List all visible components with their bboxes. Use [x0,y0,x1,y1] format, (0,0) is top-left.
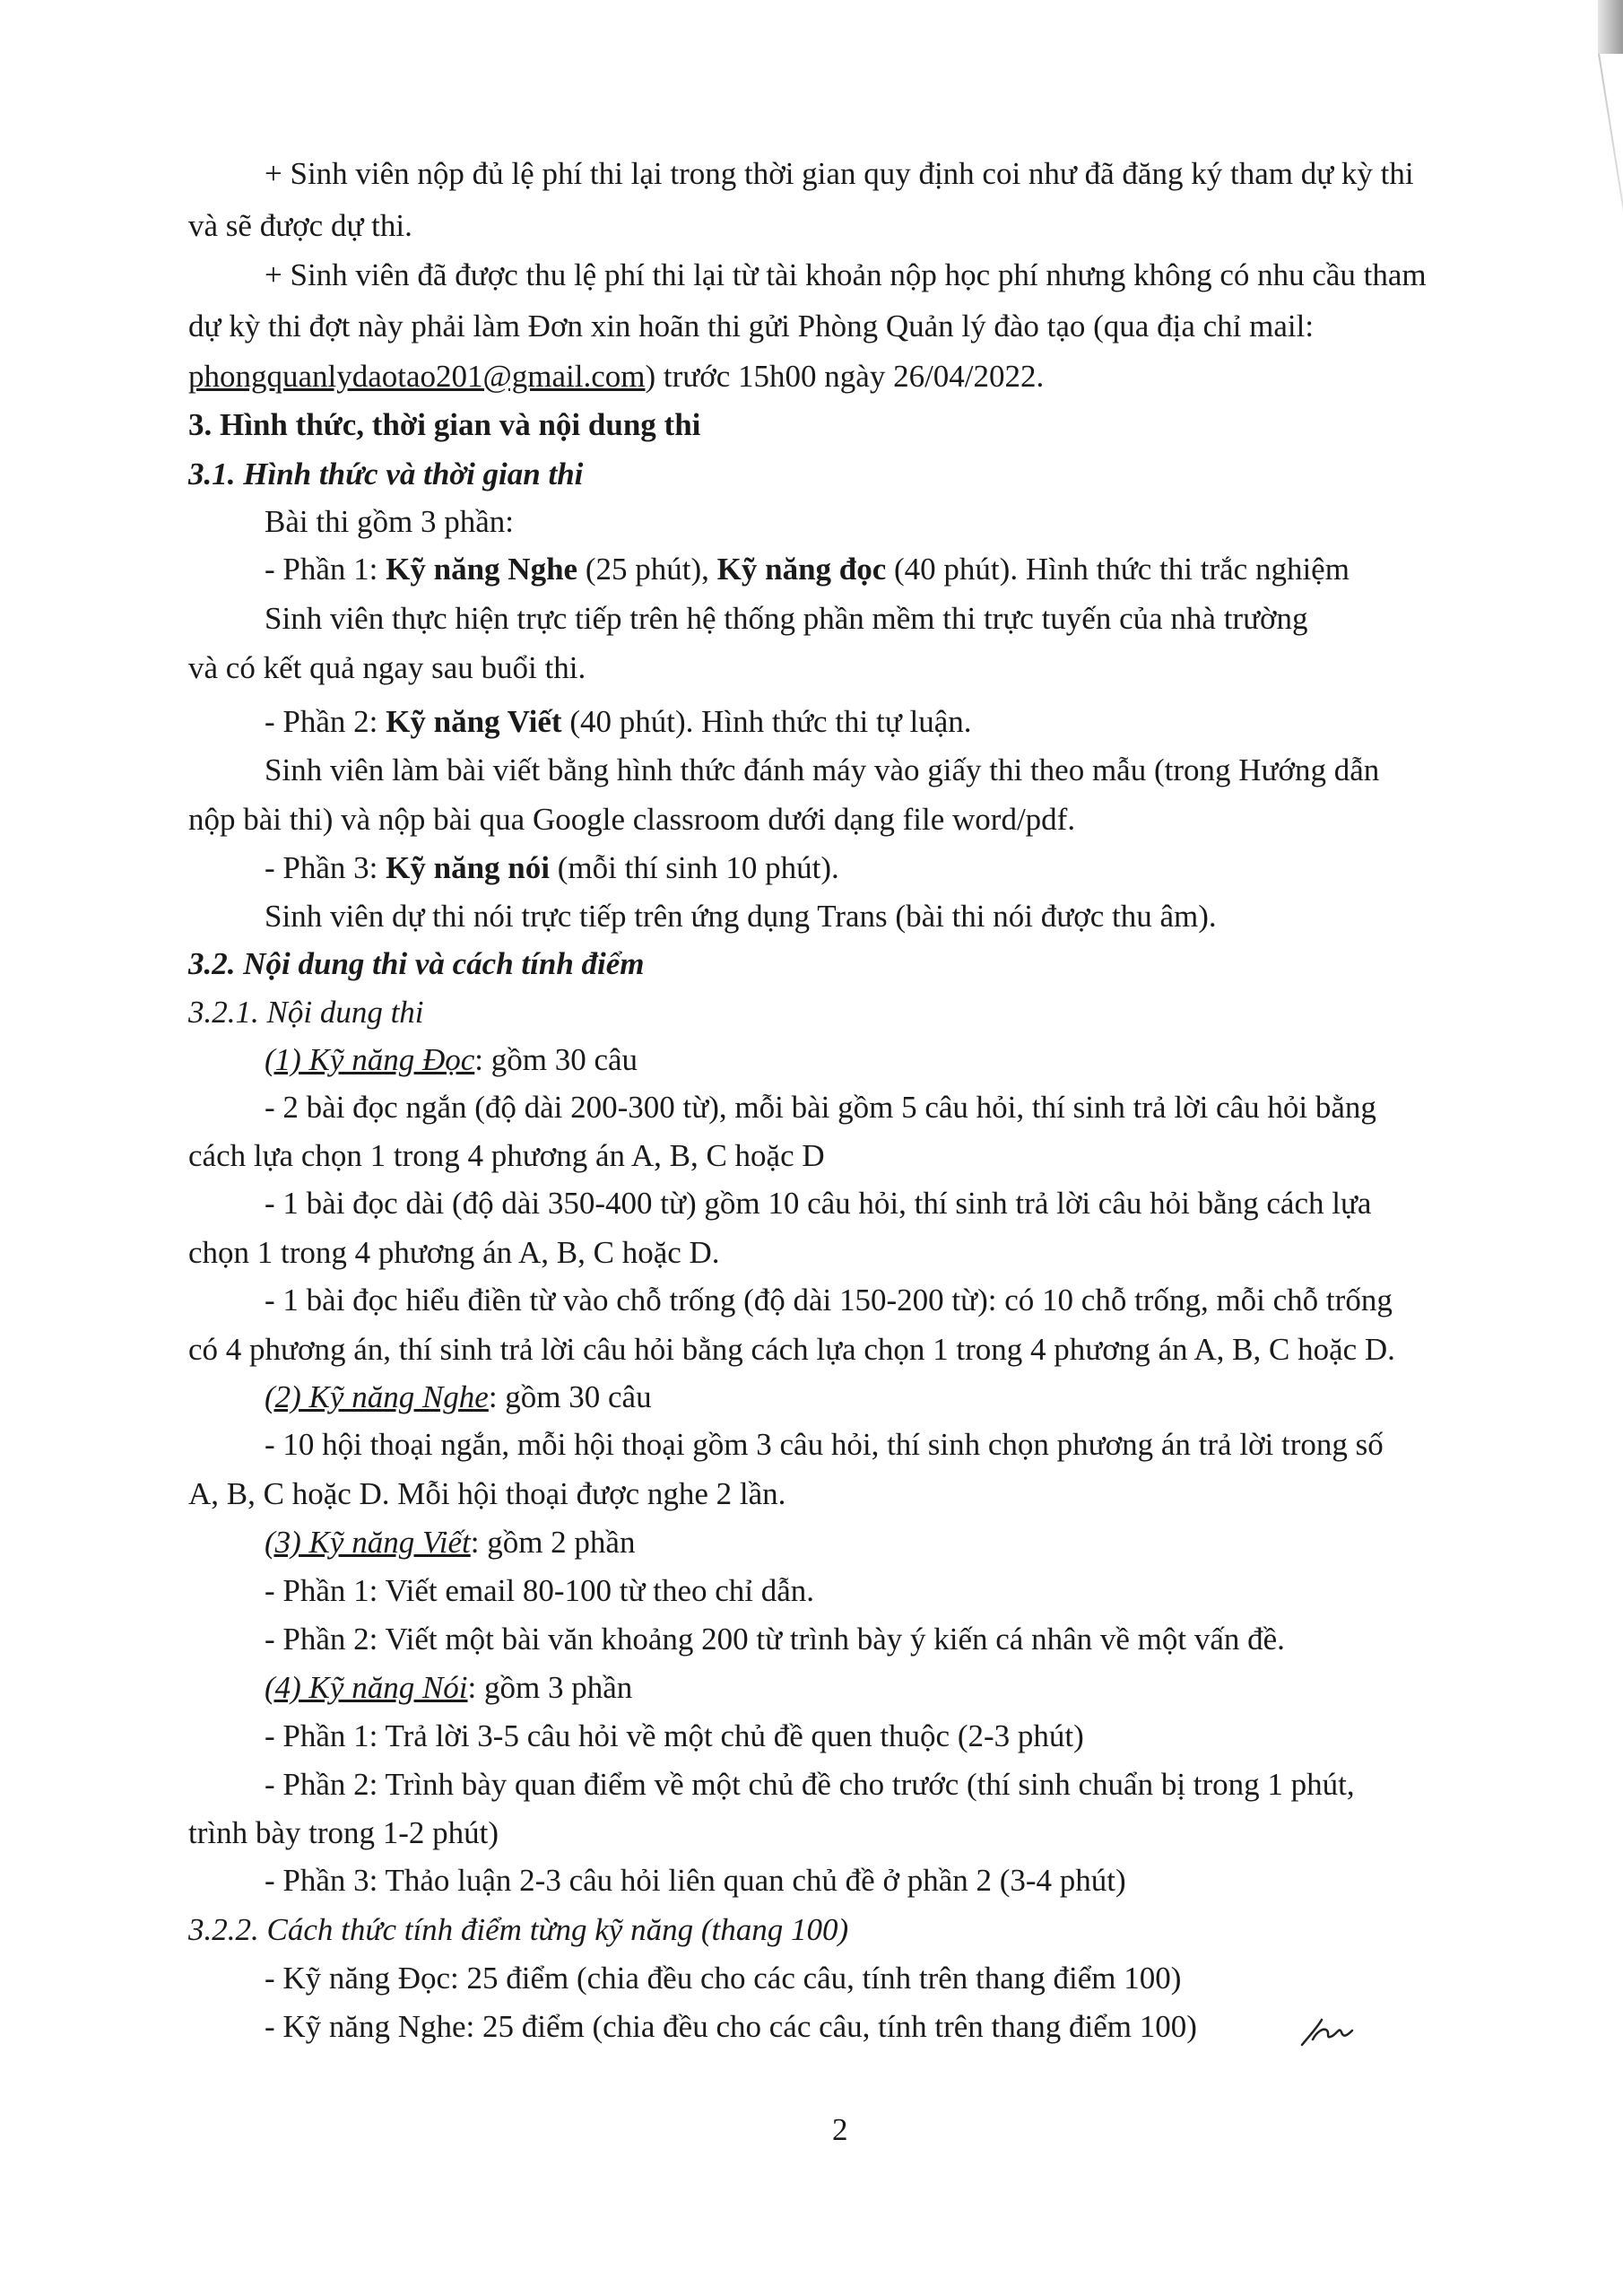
part-3-prefix: - Phần 3: [265,850,386,885]
part-2-prefix: - Phần 2: [265,704,386,739]
listening-item: - 10 hội thoại ngắn, mỗi hội thoại gồm 3 câu hỏi, thí sinh chọn phương án trả lời trong số [265,1427,1384,1462]
part-1-listening: Kỹ năng Nghe [386,552,578,587]
reading-item: chọn 1 trong 4 phương án A, B, C hoặc D. [188,1235,720,1270]
speaking-item: trình bày trong 1-2 phút) [188,1815,499,1850]
part-1-desc-line-1: Sinh viên thực hiện trực tiếp trên hệ thống phần mềm thi trực tuyến của nhà trường [265,601,1308,636]
exam-intro: Bài thi gồm 3 phần: [265,504,515,539]
scoring-item: - Kỹ năng Nghe: 25 điểm (chia đều cho các câu, tính trên thang điểm 100) [265,2009,1197,2044]
listening-count: : gồm 30 câu [488,1379,652,1414]
reading-item: cách lựa chọn 1 trong 4 phương án A, B, C hoặc D [188,1138,825,1173]
speaking-item: - Phần 3: Thảo luận 2-3 câu hỏi liên quan chủ đề ở phần 2 (3-4 phút) [265,1863,1126,1898]
part-3-tail: (mỗi thí sinh 10 phút). [550,850,839,885]
part-1-line [265,550,1350,589]
section-3-1-heading: 3.1. Hình thức và thời gian thi [188,457,584,491]
reading-item: - 2 bài đọc ngắn (độ dài 200-300 từ), mỗi bài gồm 5 câu hỏi, thí sinh trả lời câu hỏi bằng [265,1090,1376,1125]
writing-label: (3) Kỹ năng Viết [265,1525,471,1560]
fee-note-2-line-3 [188,357,1044,396]
reading-item: - 1 bài đọc hiểu điền từ vào chỗ trống (độ dài 150-200 từ): có 10 chỗ trống, mỗi chỗ trống [265,1283,1393,1318]
scoring-item: - Kỹ năng Đọc: 25 điểm (chia đều cho các câu, tính trên thang điểm 100) [265,1961,1182,1996]
speaking-count: : gồm 3 phần [467,1670,633,1705]
reading-label: (1) Kỹ năng Đọc [265,1042,475,1077]
scan-edge-line [1598,54,1623,320]
speaking-item: - Phần 1: Trả lời 3-5 câu hỏi về một chủ đề quen thuộc (2-3 phút) [265,1718,1084,1753]
email-link[interactable]: phongquanlydaotao201@gmail.com [188,359,646,394]
writing-item: - Phần 1: Viết email 80-100 từ theo chỉ dẫn. [265,1573,815,1608]
section-3-2-1-heading: 3.2.1. Nội dung thi [188,995,424,1030]
part-3-desc: Sinh viên dự thi nói trực tiếp trên ứng dụng Trans (bài thi nói được thu âm). [265,899,1217,934]
part-2-tail: (40 phút). Hình thức thi tự luận. [561,704,972,739]
handwritten-initial-mark [1300,2009,1354,2054]
speaking-item: - Phần 2: Trình bày quan điểm về một chủ đề cho trước (thí sinh chuẩn bị trong 1 phút, [265,1767,1355,1802]
reading-item: có 4 phương án, thí sinh trả lời câu hỏi bằng cách lựa chọn 1 trong 4 phương án A, B, C hoặc D. [188,1332,1395,1367]
reading-count: : gồm 30 câu [474,1042,638,1077]
part-2-writing: Kỹ năng Viết [386,704,562,739]
listening-item: A, B, C hoặc D. Mỗi hội thoại được nghe 2 lần. [188,1476,786,1511]
reading-item: - 1 bài đọc dài (độ dài 350-400 từ) gồm 10 câu hỏi, thí sinh trả lời câu hỏi bằng cách lựa [265,1186,1372,1221]
part-2-desc-line-1: Sinh viên làm bài viết bằng hình thức đánh máy vào giấy thi theo mẫu (trong Hướng dẫn [265,752,1380,787]
writing-item: - Phần 2: Viết một bài văn khoảng 200 từ trình bày ý kiến cá nhân về một vấn đề. [265,1622,1285,1657]
listening-heading [265,1378,652,1417]
speaking-label: (4) Kỹ năng Nói [265,1670,468,1705]
speaking-heading [265,1668,632,1708]
scan-edge-shadow [1598,0,1623,54]
part-2-desc-line-2: nộp bài thi) và nộp bài qua Google classroom dưới dạng file word/pdf. [188,802,1076,837]
listening-label: (2) Kỹ năng Nghe [265,1379,489,1414]
fee-note-1-line-1: + Sinh viên nộp đủ lệ phí thi lại trong thời gian quy định coi như đã đăng ký tham dự kỳ thi [265,156,1414,191]
fee-note-2-line-2: dự kỳ thi đợt này phải làm Đơn xin hoãn thi gửi Phòng Quản lý đào tạo (qua địa chỉ mail: [188,309,1315,344]
part-1-prefix: - Phần 1: [265,552,386,587]
part-1-mid: (25 phút), [577,552,717,587]
deadline-text: ) trước 15h00 ngày 26/04/2022. [645,359,1045,394]
part-2-line [265,702,971,742]
section-3-2-heading: 3.2. Nội dung thi và cách tính điểm [188,946,645,981]
writing-count: : gồm 2 phần [470,1525,636,1560]
page-number: 2 [832,2112,848,2147]
section-3-2-2-heading: 3.2.2. Cách thức tính điểm từng kỹ năng (thang 100) [188,1912,849,1947]
writing-heading [265,1523,635,1562]
reading-heading [265,1040,638,1080]
part-1-tail: (40 phút). Hình thức thi trắc nghiệm [886,552,1350,587]
part-1-desc-line-2: và có kết quả ngay sau buổi thi. [188,650,586,685]
part-3-speaking: Kỹ năng nói [386,850,550,885]
section-3-heading: 3. Hình thức, thời gian và nội dung thi [188,407,701,442]
part-3-line [265,848,839,888]
part-1-reading: Kỹ năng đọc [716,552,887,587]
fee-note-2-line-1: + Sinh viên đã được thu lệ phí thi lại từ tài khoản nộp học phí nhưng không có nhu cầu tham [265,257,1427,292]
fee-note-1-line-2: và sẽ được dự thi. [188,208,412,243]
